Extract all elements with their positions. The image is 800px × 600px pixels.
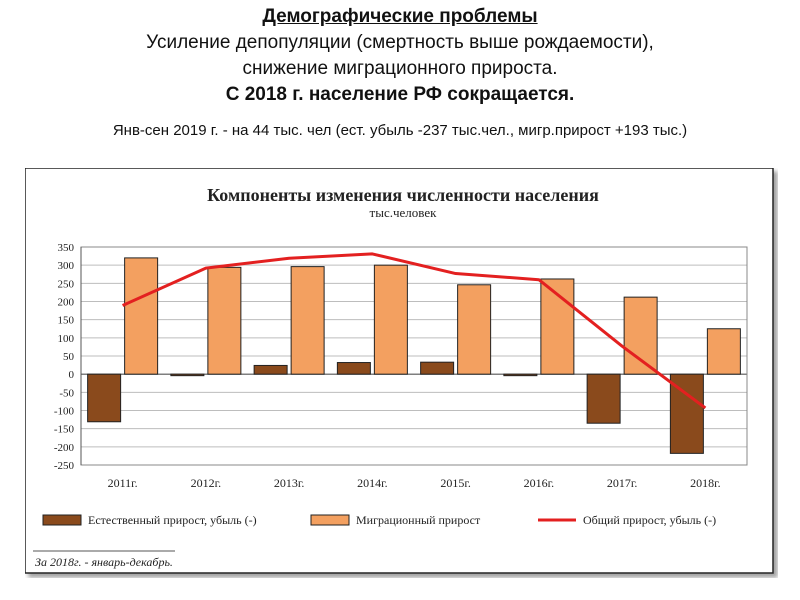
y-tick-label: 200	[57, 296, 74, 309]
x-tick-label: 2012г.	[190, 476, 222, 490]
y-tick-label: -150	[53, 423, 74, 436]
bar-natural-increase	[171, 374, 204, 376]
bar-natural-increase	[88, 374, 121, 422]
x-tick-label: 2016г.	[523, 476, 555, 490]
bar-natural-increase	[587, 374, 620, 423]
bar-natural-increase	[421, 362, 454, 374]
legend	[43, 513, 716, 527]
population-chart	[25, 168, 778, 578]
x-tick-label: 2017г.	[606, 476, 638, 490]
page-title	[0, 6, 800, 28]
x-tick-label: 2011г.	[107, 476, 138, 490]
footnote-text: За 2018г. - январь-декабрь.	[35, 555, 173, 569]
y-tick-label: -200	[53, 441, 74, 454]
legend-label: Миграционный прирост	[356, 513, 481, 527]
x-tick-label: 2014г.	[357, 476, 388, 490]
y-tick-label: -50	[59, 387, 74, 400]
headline: С 2018 г. население РФ сокращается.	[225, 84, 575, 105]
y-tick-label: -100	[53, 405, 74, 418]
bar-natural-increase	[254, 365, 287, 374]
bar-migration-increase	[208, 267, 241, 374]
legend-swatch	[43, 515, 81, 525]
y-tick-label: 50	[63, 351, 74, 363]
y-tick-label: 250	[57, 278, 74, 291]
bar-migration-increase	[374, 265, 407, 374]
bar-migration-increase	[291, 267, 324, 375]
bar-migration-increase	[707, 329, 740, 374]
subtitle-line-2: снижение миграционного прироста.	[242, 58, 558, 79]
y-tick-label: 300	[57, 260, 74, 273]
legend-swatch	[311, 515, 349, 525]
y-tick-label: -250	[53, 460, 74, 472]
chart-subtitle: тыс.человек	[369, 205, 437, 220]
note-text: Янв-сен 2019 г. - на 44 тыс. чел (ест. убыль -237 тыс.чел., мигр.прирост +193 тыс.)	[112, 122, 688, 139]
chart-frame	[25, 168, 778, 578]
y-tick-label: 100	[57, 332, 74, 345]
bar-natural-increase	[337, 363, 370, 375]
subtitle-line-1: Усиление депопуляции (смертность выше рождаемости),	[146, 32, 654, 53]
legend-label: Естественный прирост, убыль (-)	[88, 513, 257, 527]
bar-migration-increase	[624, 297, 657, 374]
chart-title: Компоненты изменения численности населения	[207, 185, 599, 205]
y-tick-label: 150	[57, 314, 74, 327]
bar-natural-increase	[504, 374, 537, 376]
page-title-text: Демографические проблемы	[262, 6, 538, 27]
bar-migration-increase	[458, 285, 491, 374]
x-tick-label: 2015г.	[440, 476, 471, 490]
x-tick-label: 2013г.	[273, 476, 305, 490]
legend-label: Общий прирост, убыль (-)	[583, 513, 717, 527]
y-tick-label: 350	[57, 242, 74, 254]
y-tick-label: 0	[68, 369, 74, 382]
x-tick-label: 2018г.	[690, 476, 721, 490]
bar-migration-increase	[125, 258, 158, 374]
